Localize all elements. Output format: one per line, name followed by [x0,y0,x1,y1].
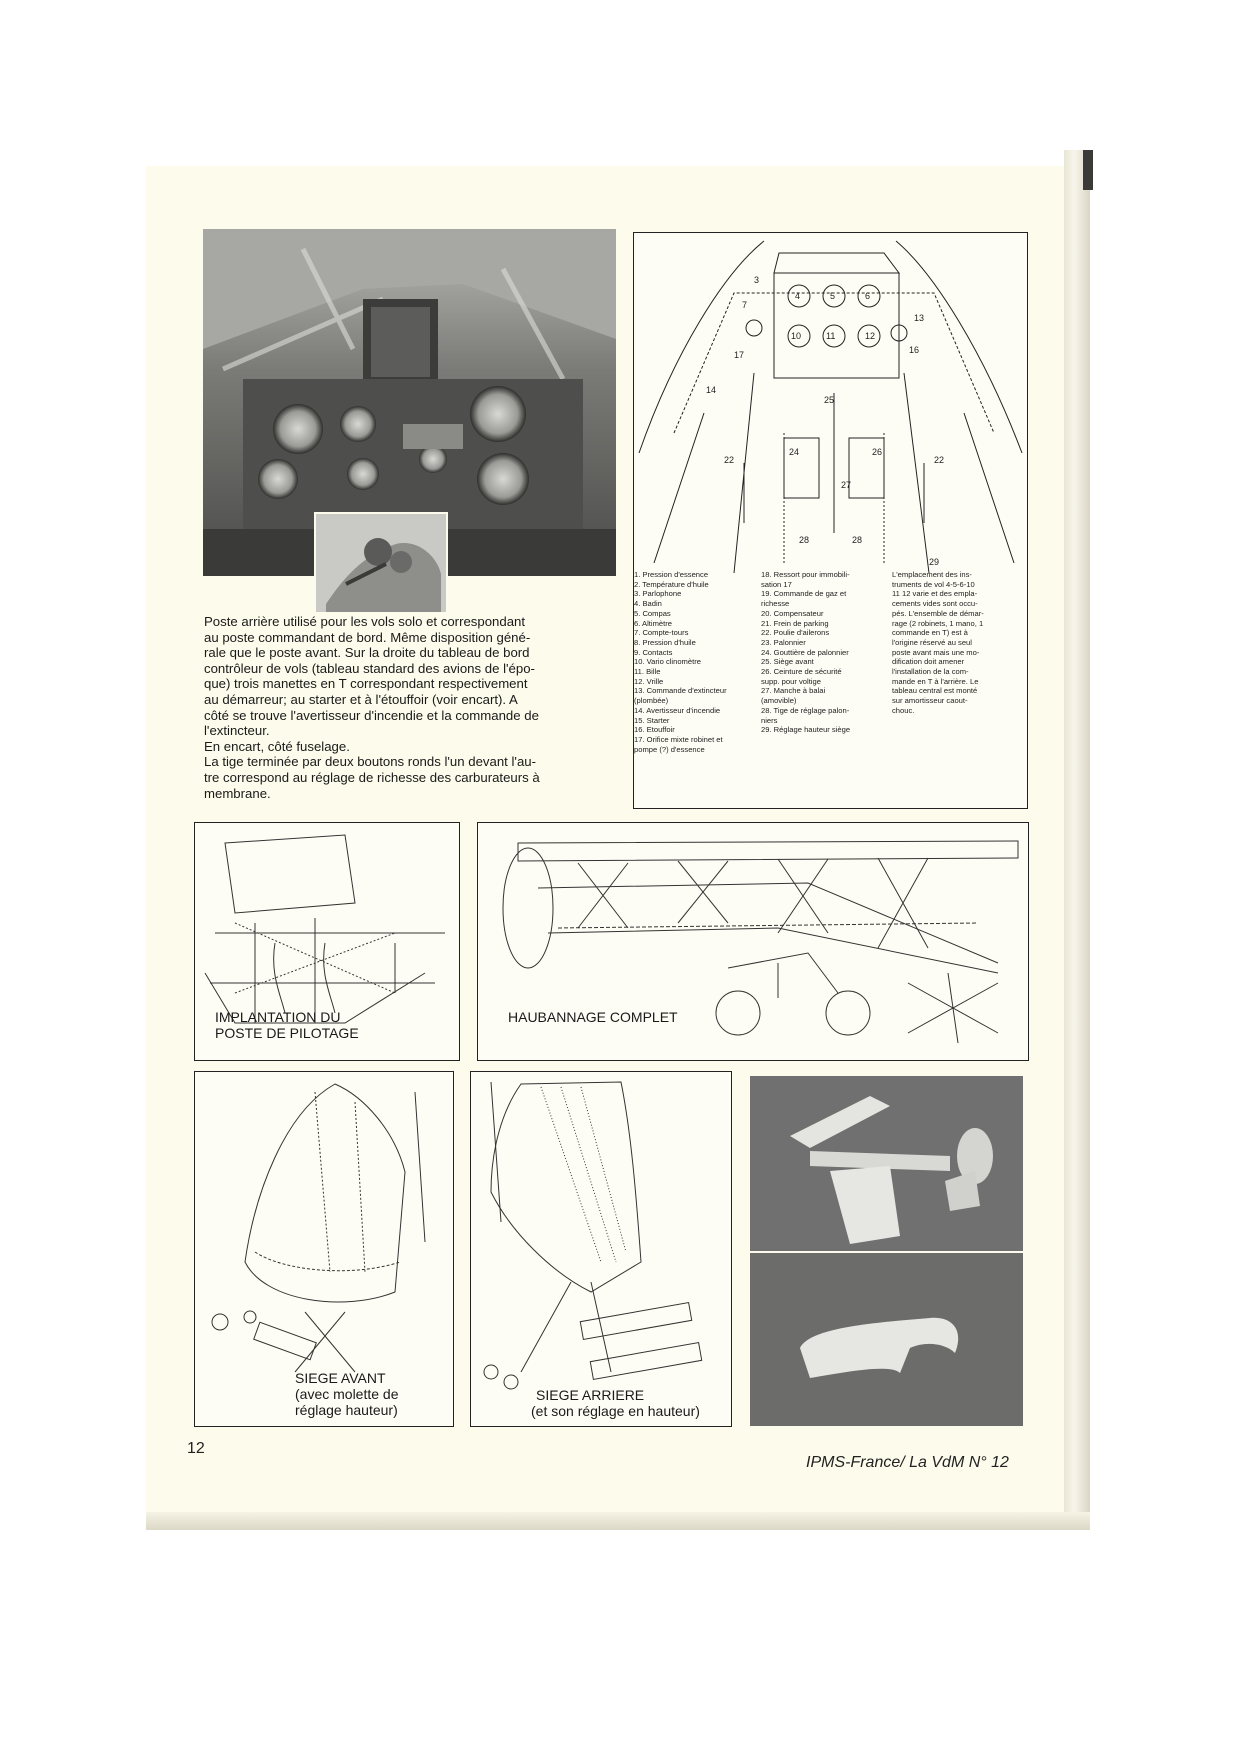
inset-photo-image [316,514,446,612]
legend-note-line: mande en T à l'arrière. Le [892,676,979,686]
caption-line: contrôleur de vols (tableau standard des avions de l'épo- [204,660,535,676]
svg-text:14: 14 [706,385,717,395]
legend-item: 8. Pression d'huile [634,637,696,647]
legend-item: 23. Palonnier [761,637,806,647]
legend-note-line: rage (2 robinets, 1 mano, 1 [892,618,984,628]
legend-item: sation 17 [761,579,792,589]
svg-text:7: 7 [742,300,748,310]
haubannage-label: HAUBANNAGE COMPLET [508,1009,678,1025]
svg-text:28: 28 [852,535,863,545]
svg-text:25: 25 [824,395,835,405]
legend-item: niers [761,715,778,725]
legend-note-line: poste avant mais une mo- [892,647,980,657]
svg-text:10: 10 [791,331,802,341]
legend-note-line: l'origine réservé au seul [892,637,972,647]
caption-line: rale que le poste avant. Sur la droite du tableau de bord [204,645,530,661]
legend-note-line: L'emplacement des ins- [892,570,972,579]
caption-line: au démarreur; au starter et à l'étouffoir (voir encart). A [204,691,518,707]
siege-avant-label-2: (avec molette de [295,1386,399,1402]
legend-item: (amovible) [761,696,797,706]
legend-col-3 [892,570,1024,716]
svg-text:3: 3 [754,275,760,285]
legend-item: 6. Altimètre [634,618,672,628]
legend-item: 5. Compas [634,608,671,618]
model-photo-bottom-image [750,1253,1023,1426]
siege-avant-label-1: SIEGE AVANT [295,1370,386,1386]
legend-item: 17. Orifice mixte robinet et [634,734,723,744]
legend-item: (plombée) [634,696,669,706]
legend-note-line: commande en T) est à [892,628,968,638]
legend-item: 22. Poulie d'ailerons [761,628,830,638]
legend-item: 18. Ressort pour immobili- [761,570,850,579]
legend-item: 24. Gouttière de palonnier [761,647,849,657]
svg-text:16: 16 [909,345,920,355]
caption-line: que) trois manettes en T correspondant respectivement [204,676,528,692]
siege-arriere-label-2: (et son réglage en hauteur) [531,1403,700,1419]
page-spine [1064,150,1090,1530]
svg-text:13: 13 [914,313,925,323]
page-number: 12 [187,1440,205,1457]
page-spine-shadow [1083,150,1093,190]
svg-text:29: 29 [929,557,940,567]
legend-item: 21. Frein de parking [761,618,829,628]
legend-item: richesse [761,599,790,609]
legend-item: 25. Siège avant [761,657,814,667]
implantation-drawing [194,822,460,1061]
svg-text:24: 24 [789,447,800,457]
legend-item: 9. Contacts [634,647,673,657]
caption-line: au poste commandant de bord. Même disposition géné- [204,629,531,645]
legend-item: 12. Vrille [634,676,664,686]
legend-item: 11. Bille [634,667,661,677]
legend-item: 14. Avertisseur d'incendie [634,705,721,715]
svg-text:22: 22 [934,455,945,465]
legend-note-line: dification doit amener [892,657,965,667]
legend-item: pompe (?) d'essence [634,744,705,754]
legend-item: 1. Pression d'essence [634,570,709,579]
caption-line: tre correspond au réglage de richesse des carburateurs à [204,769,540,785]
model-photo-top [750,1076,1023,1251]
svg-text:28: 28 [799,535,810,545]
model-photo-bottom [750,1253,1023,1426]
legend-item: 13. Commande d'extincteur [634,686,727,696]
legend-item: 3. Parlophone [634,589,682,599]
caption-line: Poste arrière utilisé pour les vols solo et correspondant [204,614,526,629]
caption-line: En encart, côté fuselage. [204,738,350,754]
svg-text:27: 27 [841,480,852,490]
cockpit-diagram-drawing [634,233,1027,573]
svg-text:22: 22 [724,455,735,465]
svg-text:26: 26 [872,447,883,457]
siege-arriere-drawing-image [471,1072,731,1426]
caption-line: l'extincteur. [204,723,270,739]
legend-col-1 [634,570,754,754]
siege-arriere-label-1: SIEGE ARRIERE [536,1387,645,1403]
siege-avant-label-3: réglage hauteur) [295,1402,398,1418]
svg-text:17: 17 [734,350,745,360]
svg-text:12: 12 [865,331,876,341]
siege-avant-drawing [194,1071,454,1427]
implantation-label-line-1: IMPLANTATION DU [215,1009,341,1025]
legend-item: 16. Etouffoir [634,725,675,735]
legend-item: 20. Compensateur [761,608,824,618]
legend-item: 15. Starter [634,715,670,725]
svg-text:6: 6 [865,291,871,301]
caption-line: membrane. [204,785,271,801]
inset-photo [314,512,448,614]
implantation-label-line-2: POSTE DE PILOTAGE [215,1025,359,1041]
main-caption [204,614,608,801]
legend-item: 10. Vario clinomètre [634,657,701,667]
legend-note-line: pés. L'ensemble de démar- [892,608,984,618]
legend-item: 2. Température d'huile [634,579,709,589]
model-photo-top-image [750,1076,1023,1251]
legend-note-line: l'installation de la com- [892,667,969,677]
legend-col-2 [761,570,886,735]
legend-note-line: 11 12 varie et des empla- [892,589,978,599]
svg-text:5: 5 [830,291,836,301]
legend-item: 28. Tige de réglage palon- [761,705,850,715]
legend-note-line: sur amortisseur caout- [892,696,968,706]
haubannage-drawing [477,822,1029,1061]
svg-text:11: 11 [826,331,836,341]
legend-note-line: truments de vol 4-5-6-10 [892,579,975,589]
page-bottom-edge [146,1512,1090,1530]
publication-title: IPMS-France/ La VdM N° 12 [806,1454,1009,1471]
legend-note-line: chouc. [892,705,915,715]
legend-note-line: cements vides sont occu- [892,599,978,609]
caption-line: La tige terminée par deux boutons ronds l'un devant l'au- [204,754,537,770]
legend-item: 19. Commande de gaz et [761,589,847,599]
siege-arriere-drawing [470,1071,732,1427]
legend-item: 27. Manche à balai [761,686,826,696]
legend-item: supp. pour voltige [761,676,821,686]
caption-line: côté se trouve l'avertisseur d'incendie et la commande de [204,707,539,723]
svg-text:4: 4 [795,291,801,301]
legend-item: 29. Réglage hauteur siège [761,725,851,735]
cockpit-diagram [633,232,1028,809]
legend-item: 7. Compte-tours [634,628,689,638]
legend-item: 4. Badin [634,599,662,609]
legend-item: 26. Ceinture de sécurité [761,667,842,677]
legend-note-line: tableau central est monté [892,686,978,696]
